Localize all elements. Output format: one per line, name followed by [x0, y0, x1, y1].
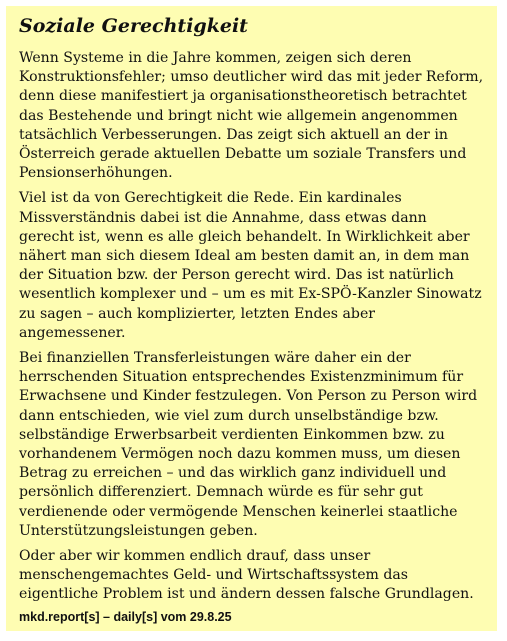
- article-paragraph-4: Oder aber wir kommen endlich drauf, dass unser menschengemachtes Geld- und Wirtschaftssystem das eigentliche Problem ist und ändern dessen falsche Grundlagen.: [19, 548, 474, 603]
- article-source: mkd.report[s] – daily[s] vom 29.8.25: [19, 609, 232, 624]
- article-paragraph-3: Bei finanziellen Transferleistungen wäre daher ein der herrschenden Situation entsprechendes Existenzminimum für Erwachsene und Kinder festzulegen. Von Person zu Person wird dann entschieden, wie viel zum durch unselbständige bzw. selbständige Erwerbsarbeit verdienten Einkommen bzw. zu vorhandenem Vermögen noch dazu kommen muss, um diesen Betrag zu erreichen – und das wirklich ganz individuell und persönlich differenziert. Demnach würde es für sehr gut verdienende oder vermögende Menschen keinerlei staatliche Unterstützungsleistungen geben.: [19, 350, 478, 539]
- article-title: Soziale Gerechtigkeit: [19, 15, 248, 37]
- article-card: [6, 6, 497, 631]
- article-paragraph-2: Viel ist da von Gerechtigkeit die Rede. Ein kardinales Missverständnis dabei ist die Annahme, dass etwas dann gerecht ist, wenn es alle gleich behandelt. In Wirklichkeit aber nähert man sich diesem Ideal am besten damit an, in dem man der Situation bzw. der Person gerecht wird. Das ist natürlich wesentlich komplexer und – um es mit Ex-SPÖ-Kanzler Sinowatz zu sagen – auch komplizierter, letzten Endes aber angemessener.: [19, 190, 482, 341]
- article-paragraph-1: Wenn Systeme in die Jahre kommen, zeigen sich deren Konstruktionsfehler; umso deutlicher wird das mit jeder Reform, denn diese manifestiert ja organisationstheoretisch betrachtet das Bestehende und bringt nicht wie allgemein angenommen tatsächlich Verbesserungen. Das zeigt sich aktuell an der in Österreich gerade aktuellen Debatte um soziale Transfers und Pensionserhöhungen.: [19, 50, 484, 182]
